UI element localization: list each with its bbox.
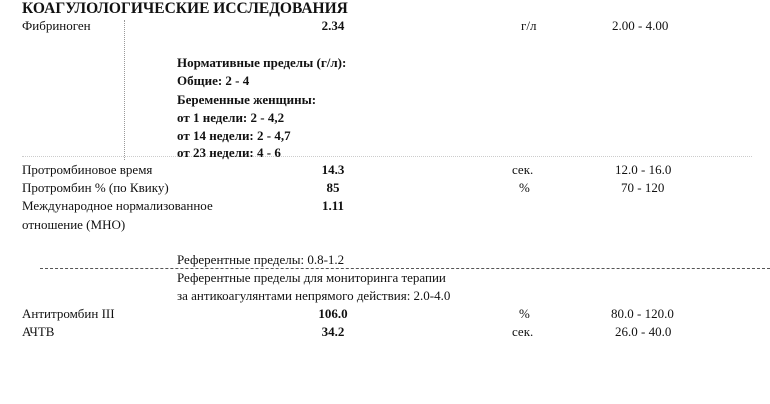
test-value-aptt: 34.2 (321, 324, 345, 339)
test-name-inr: Международное нормализованное (22, 198, 213, 213)
fibrinogen-note: от 23 недели: 4 - 6 (177, 145, 281, 160)
fibrinogen-note: Беременные женщины: (177, 92, 317, 107)
test-name-inr-cont: отношение (МНО) (22, 217, 126, 232)
scan-artifact-line (124, 20, 125, 160)
section-title: КОАГУЛОЛОГИЧЕСКИЕ ИССЛЕДОВАНИЯ (22, 0, 348, 17)
test-name-fibrinogen: Фибриноген (22, 18, 91, 33)
test-unit-fibrinogen: г/л (521, 18, 537, 33)
test-range-aptt: 26.0 - 40.0 (615, 324, 672, 339)
test-value-pt: 14.3 (321, 162, 345, 177)
test-range-fibrinogen: 2.00 - 4.00 (612, 18, 669, 33)
test-unit-quick: % (519, 180, 530, 195)
test-value-antithrombin: 106.0 (318, 306, 348, 321)
test-unit-pt: сек. (512, 162, 534, 177)
inr-note: Референтные пределы для мониторинга терапии (177, 270, 446, 285)
test-range-quick: 70 - 120 (621, 180, 665, 195)
fibrinogen-note: от 1 недели: 2 - 4,2 (177, 110, 285, 125)
test-value-quick: 85 (326, 180, 340, 195)
inr-note: за антикоагулянтами непрямого действия: 2.0-4.0 (177, 288, 451, 303)
test-name-aptt: АЧТВ (22, 324, 55, 339)
inr-note: Референтные пределы: 0.8-1.2 (177, 252, 345, 267)
scan-artifact-line (22, 156, 752, 157)
fibrinogen-note: Общие: 2 - 4 (177, 73, 250, 88)
fibrinogen-note: Нормативные пределы (г/л): (177, 55, 347, 70)
test-name-antithrombin: Антитромбин III (22, 306, 115, 321)
test-unit-antithrombin: % (519, 306, 530, 321)
test-range-antithrombin: 80.0 - 120.0 (611, 306, 674, 321)
test-unit-aptt: сек. (512, 324, 534, 339)
divider (40, 268, 770, 269)
test-value-inr: 1.11 (321, 198, 345, 213)
test-value-fibrinogen: 2.34 (321, 18, 345, 33)
test-name-pt: Протромбиновое время (22, 162, 153, 177)
fibrinogen-note: от 14 недели: 2 - 4,7 (177, 128, 291, 143)
test-range-pt: 12.0 - 16.0 (615, 162, 672, 177)
test-name-quick: Протромбин % (по Квику) (22, 180, 169, 195)
